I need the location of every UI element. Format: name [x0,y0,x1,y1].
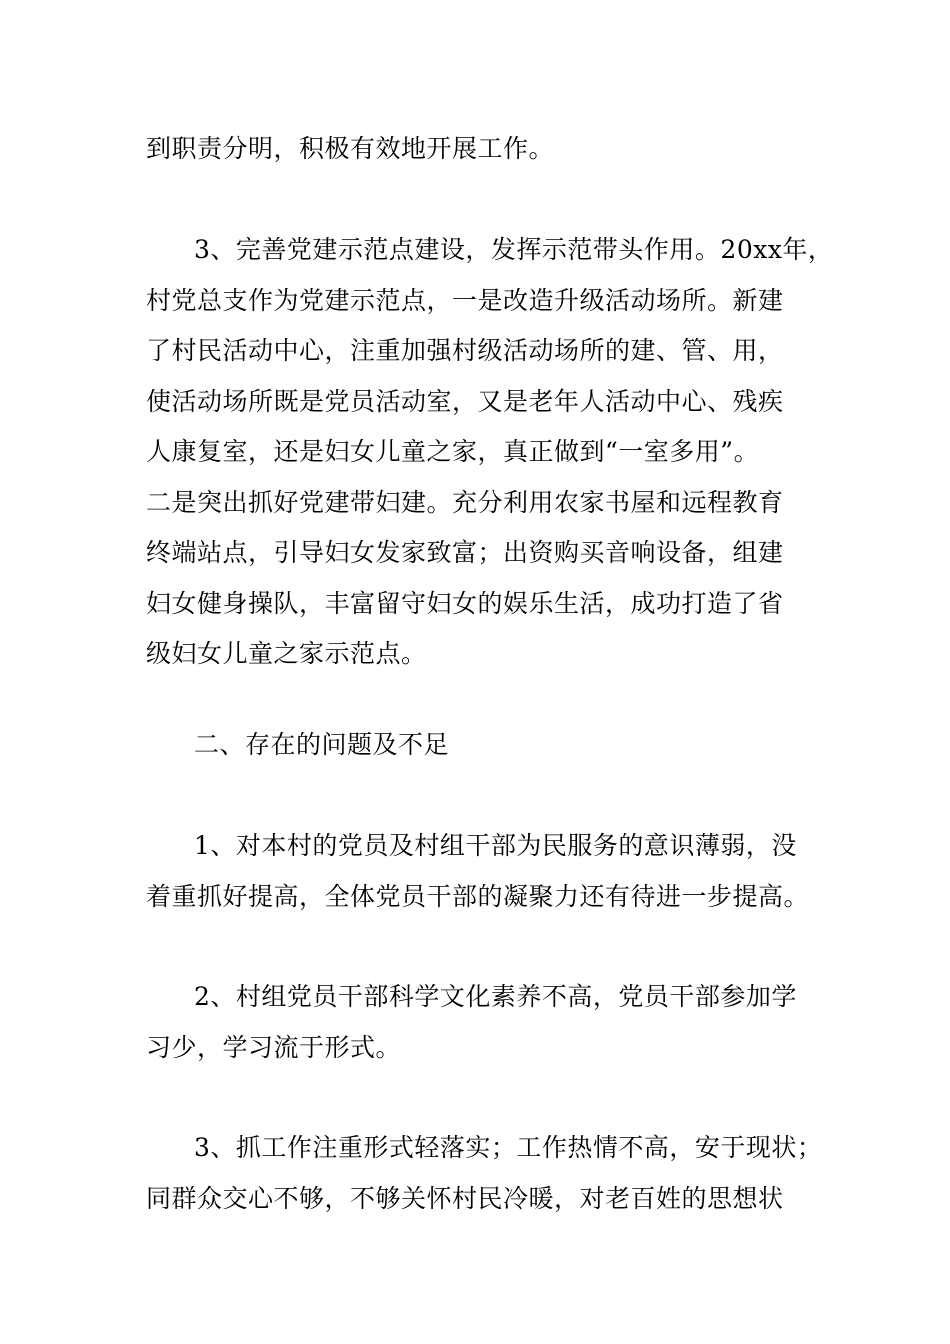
text-line: 村党总支作为党建示范点，一是改造升级活动场所。新建 [146,285,784,315]
text-line: 人康复室，还是妇女儿童之家，真正做到“一室多用”。 [146,437,760,466]
text-line: 妇女健身操队，丰富留守妇女的娱乐生活，成功打造了省 [146,588,784,618]
paragraph-problem-1 [146,821,836,922]
text-line: 二、存在的问题及不足 [194,730,450,759]
text-line: 终端站点，引导妇女发家致富；出资购买音响设备，组建 [146,538,784,567]
text-line: 使活动场所既是党员活动室，又是老年人活动中心、残疾 [146,386,784,416]
text-line: 同群众交心不够，不够关怀村民冷暖，对老百姓的思想状 [146,1183,784,1213]
text-line: 了村民活动中心，注重加强村级活动场所的建、管、用， [146,336,784,365]
paragraph-item-3-model-site [146,225,836,680]
text-line: 着重抓好提高，全体党员干部的凝聚力还有待进一步提高。 [146,881,810,911]
paragraph-continuation [146,124,836,175]
text-line: 二是突出抓好党建带妇建。充分利用农家书屋和远程教育 [146,487,784,517]
text-line: 3、完善党建示范点建设，发挥示范带头作用。20xx年， [194,235,834,264]
paragraph-problem-3 [146,1123,836,1224]
paragraph-problem-2 [146,972,836,1073]
text-line: 2、村组党员干部科学文化素养不高，党员干部参加学 [194,982,797,1011]
text-line: 到职责分明，积极有效地开展工作。 [146,134,555,163]
text-line: 习少，学习流于形式。 [146,1032,402,1062]
text-line: 3、抓工作注重形式轻落实；工作热情不高，安于现状； [194,1133,823,1162]
text-line: 级妇女儿童之家示范点。 [146,639,427,668]
text-line: 1、对本村的党员及村组干部为民服务的意识薄弱，没 [194,831,797,860]
section-heading-problems [146,720,836,771]
